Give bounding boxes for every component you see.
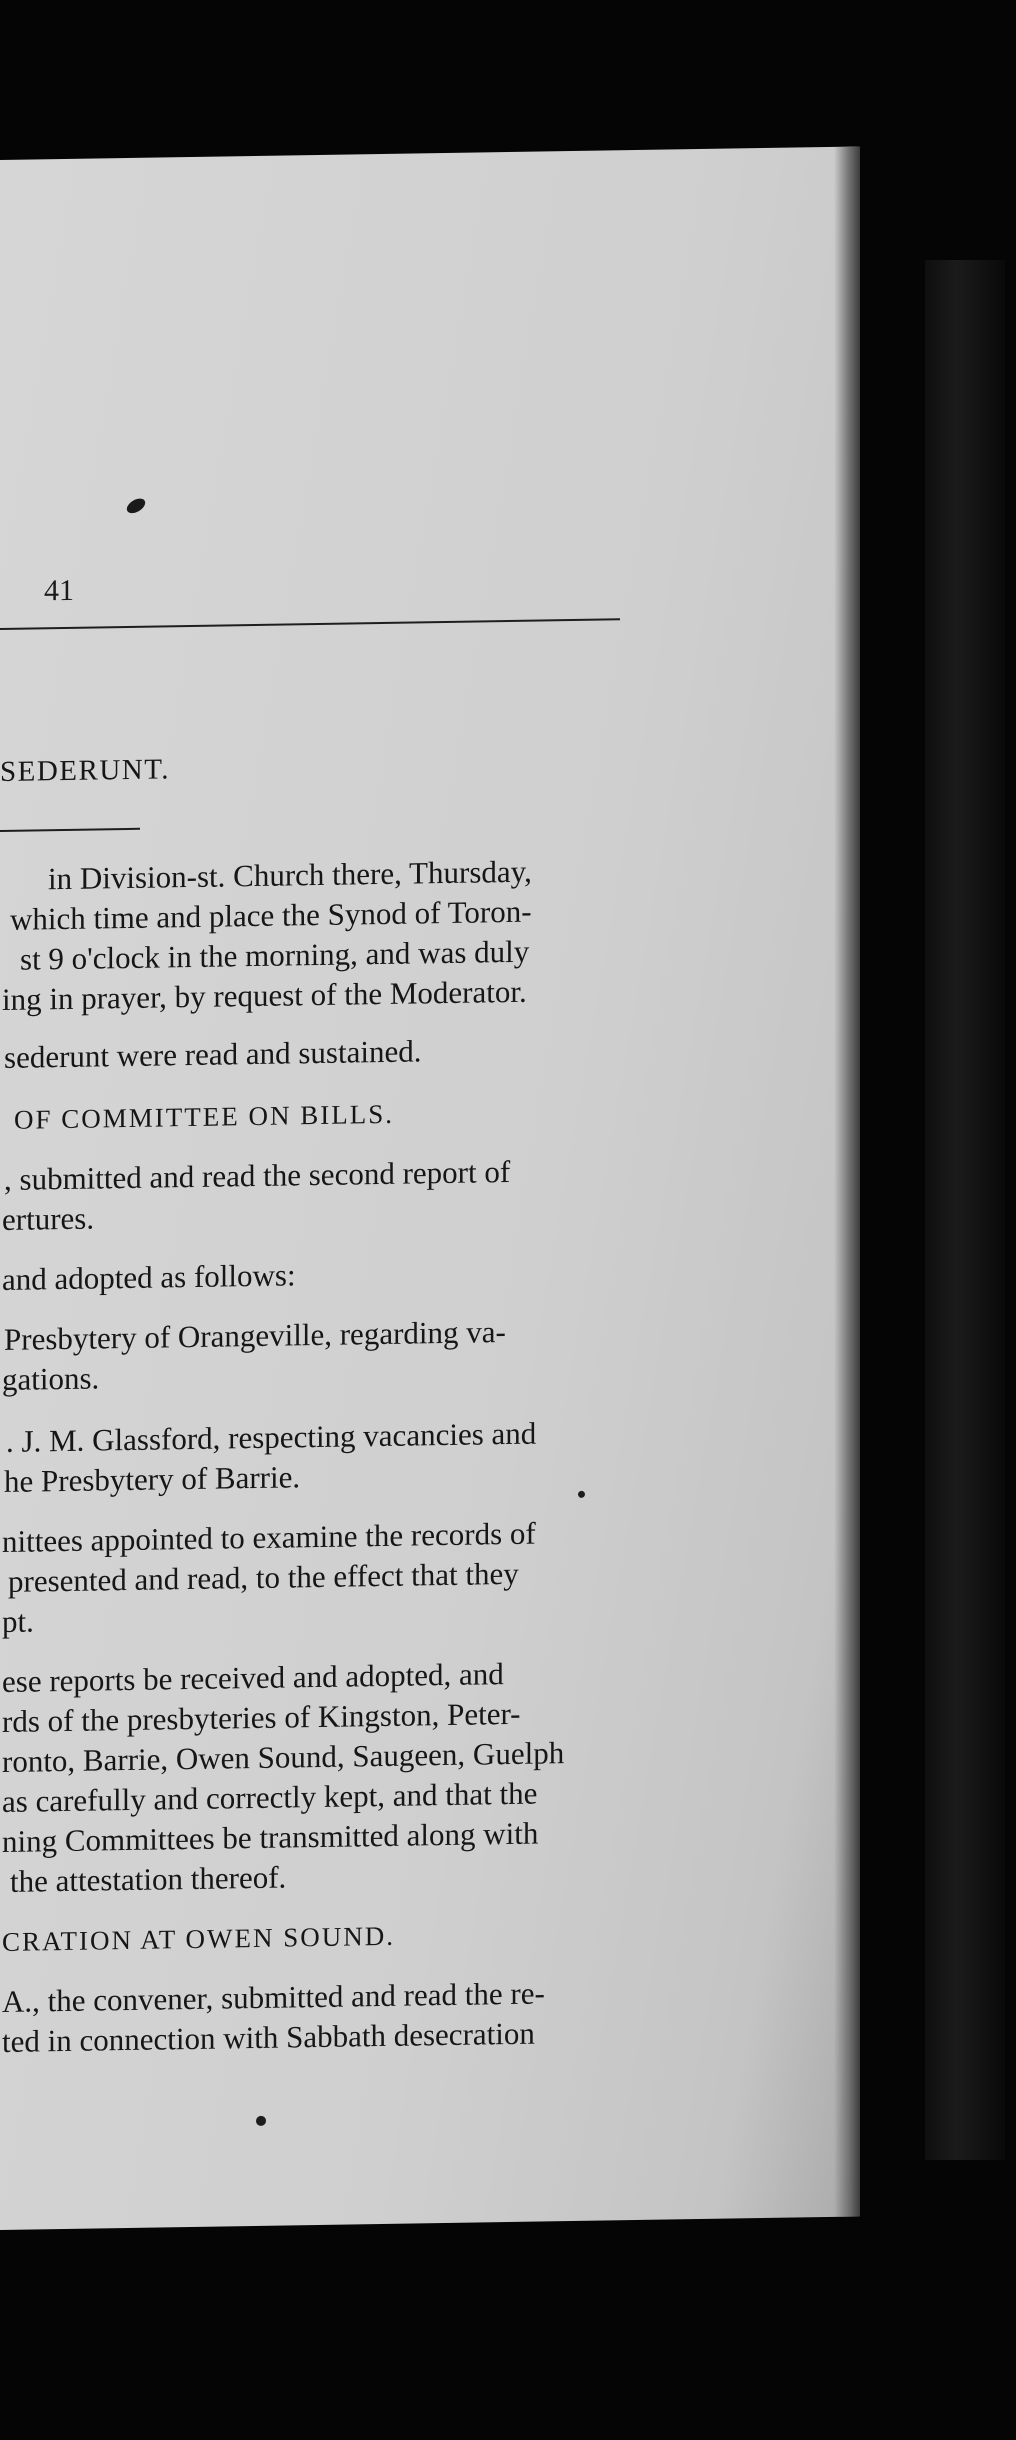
paragraph-line: nittees appointed to examine the records of xyxy=(2,1515,536,1559)
paragraph-line: in Division-st. Church there, Thursday, xyxy=(48,853,532,897)
page-number: 41 xyxy=(44,573,74,608)
paragraph-line: st 9 o'clock in the morning, and was duly xyxy=(20,933,530,977)
page-edge xyxy=(834,146,860,2216)
paragraph-line: which time and place the Synod of Toron- xyxy=(10,893,532,937)
ink-spot xyxy=(124,496,147,517)
section-heading: SEDERUNT. xyxy=(0,753,171,788)
paragraph-line: , submitted and read the second report of xyxy=(4,1153,511,1197)
paragraph-line: gations. xyxy=(2,1360,100,1397)
ink-spot xyxy=(578,1491,585,1498)
paragraph-line: ing in prayer, by request of the Moderator. xyxy=(2,973,527,1017)
paragraph-line: sederunt were read and sustained. xyxy=(4,1033,422,1075)
header-rule xyxy=(0,618,620,630)
paragraph-line: ted in connection with Sabbath desecration xyxy=(2,2015,535,2059)
paragraph-line: A., the convener, submitted and read the re- xyxy=(2,1975,545,2019)
subheading: OF COMMITTEE ON BILLS. xyxy=(14,1098,394,1135)
paragraph-line: the attestation thereof. xyxy=(10,1859,287,1899)
paragraph-line: ertures. xyxy=(2,1200,95,1237)
paragraph-line: . J. M. Glassford, respecting vacancies and xyxy=(6,1415,537,1459)
paragraph-line: as carefully and correctly kept, and that the xyxy=(2,1775,538,1819)
ink-spot xyxy=(256,2116,266,2126)
paragraph-line: ning Committees be transmitted along with xyxy=(2,1815,539,1859)
paragraph-line: rds of the presbyteries of Kingston, Peter- xyxy=(2,1695,521,1739)
document-page xyxy=(0,146,860,2230)
paragraph-line: pt. xyxy=(2,1603,34,1639)
paragraph-line: presented and read, to the effect that they xyxy=(8,1555,519,1599)
page-shadow xyxy=(925,260,1005,2160)
heading-rule xyxy=(0,828,140,832)
paragraph-line: ese reports be received and adopted, and xyxy=(2,1656,504,1699)
subheading: CRATION AT OWEN SOUND. xyxy=(2,1920,396,1957)
paragraph-line: and adopted as follows: xyxy=(2,1257,296,1297)
paragraph-line: he Presbytery of Barrie. xyxy=(4,1459,301,1499)
paragraph-line: ronto, Barrie, Owen Sound, Saugeen, Guelph xyxy=(2,1735,565,1779)
paragraph-line: Presbytery of Orangeville, regarding va- xyxy=(4,1314,506,1357)
